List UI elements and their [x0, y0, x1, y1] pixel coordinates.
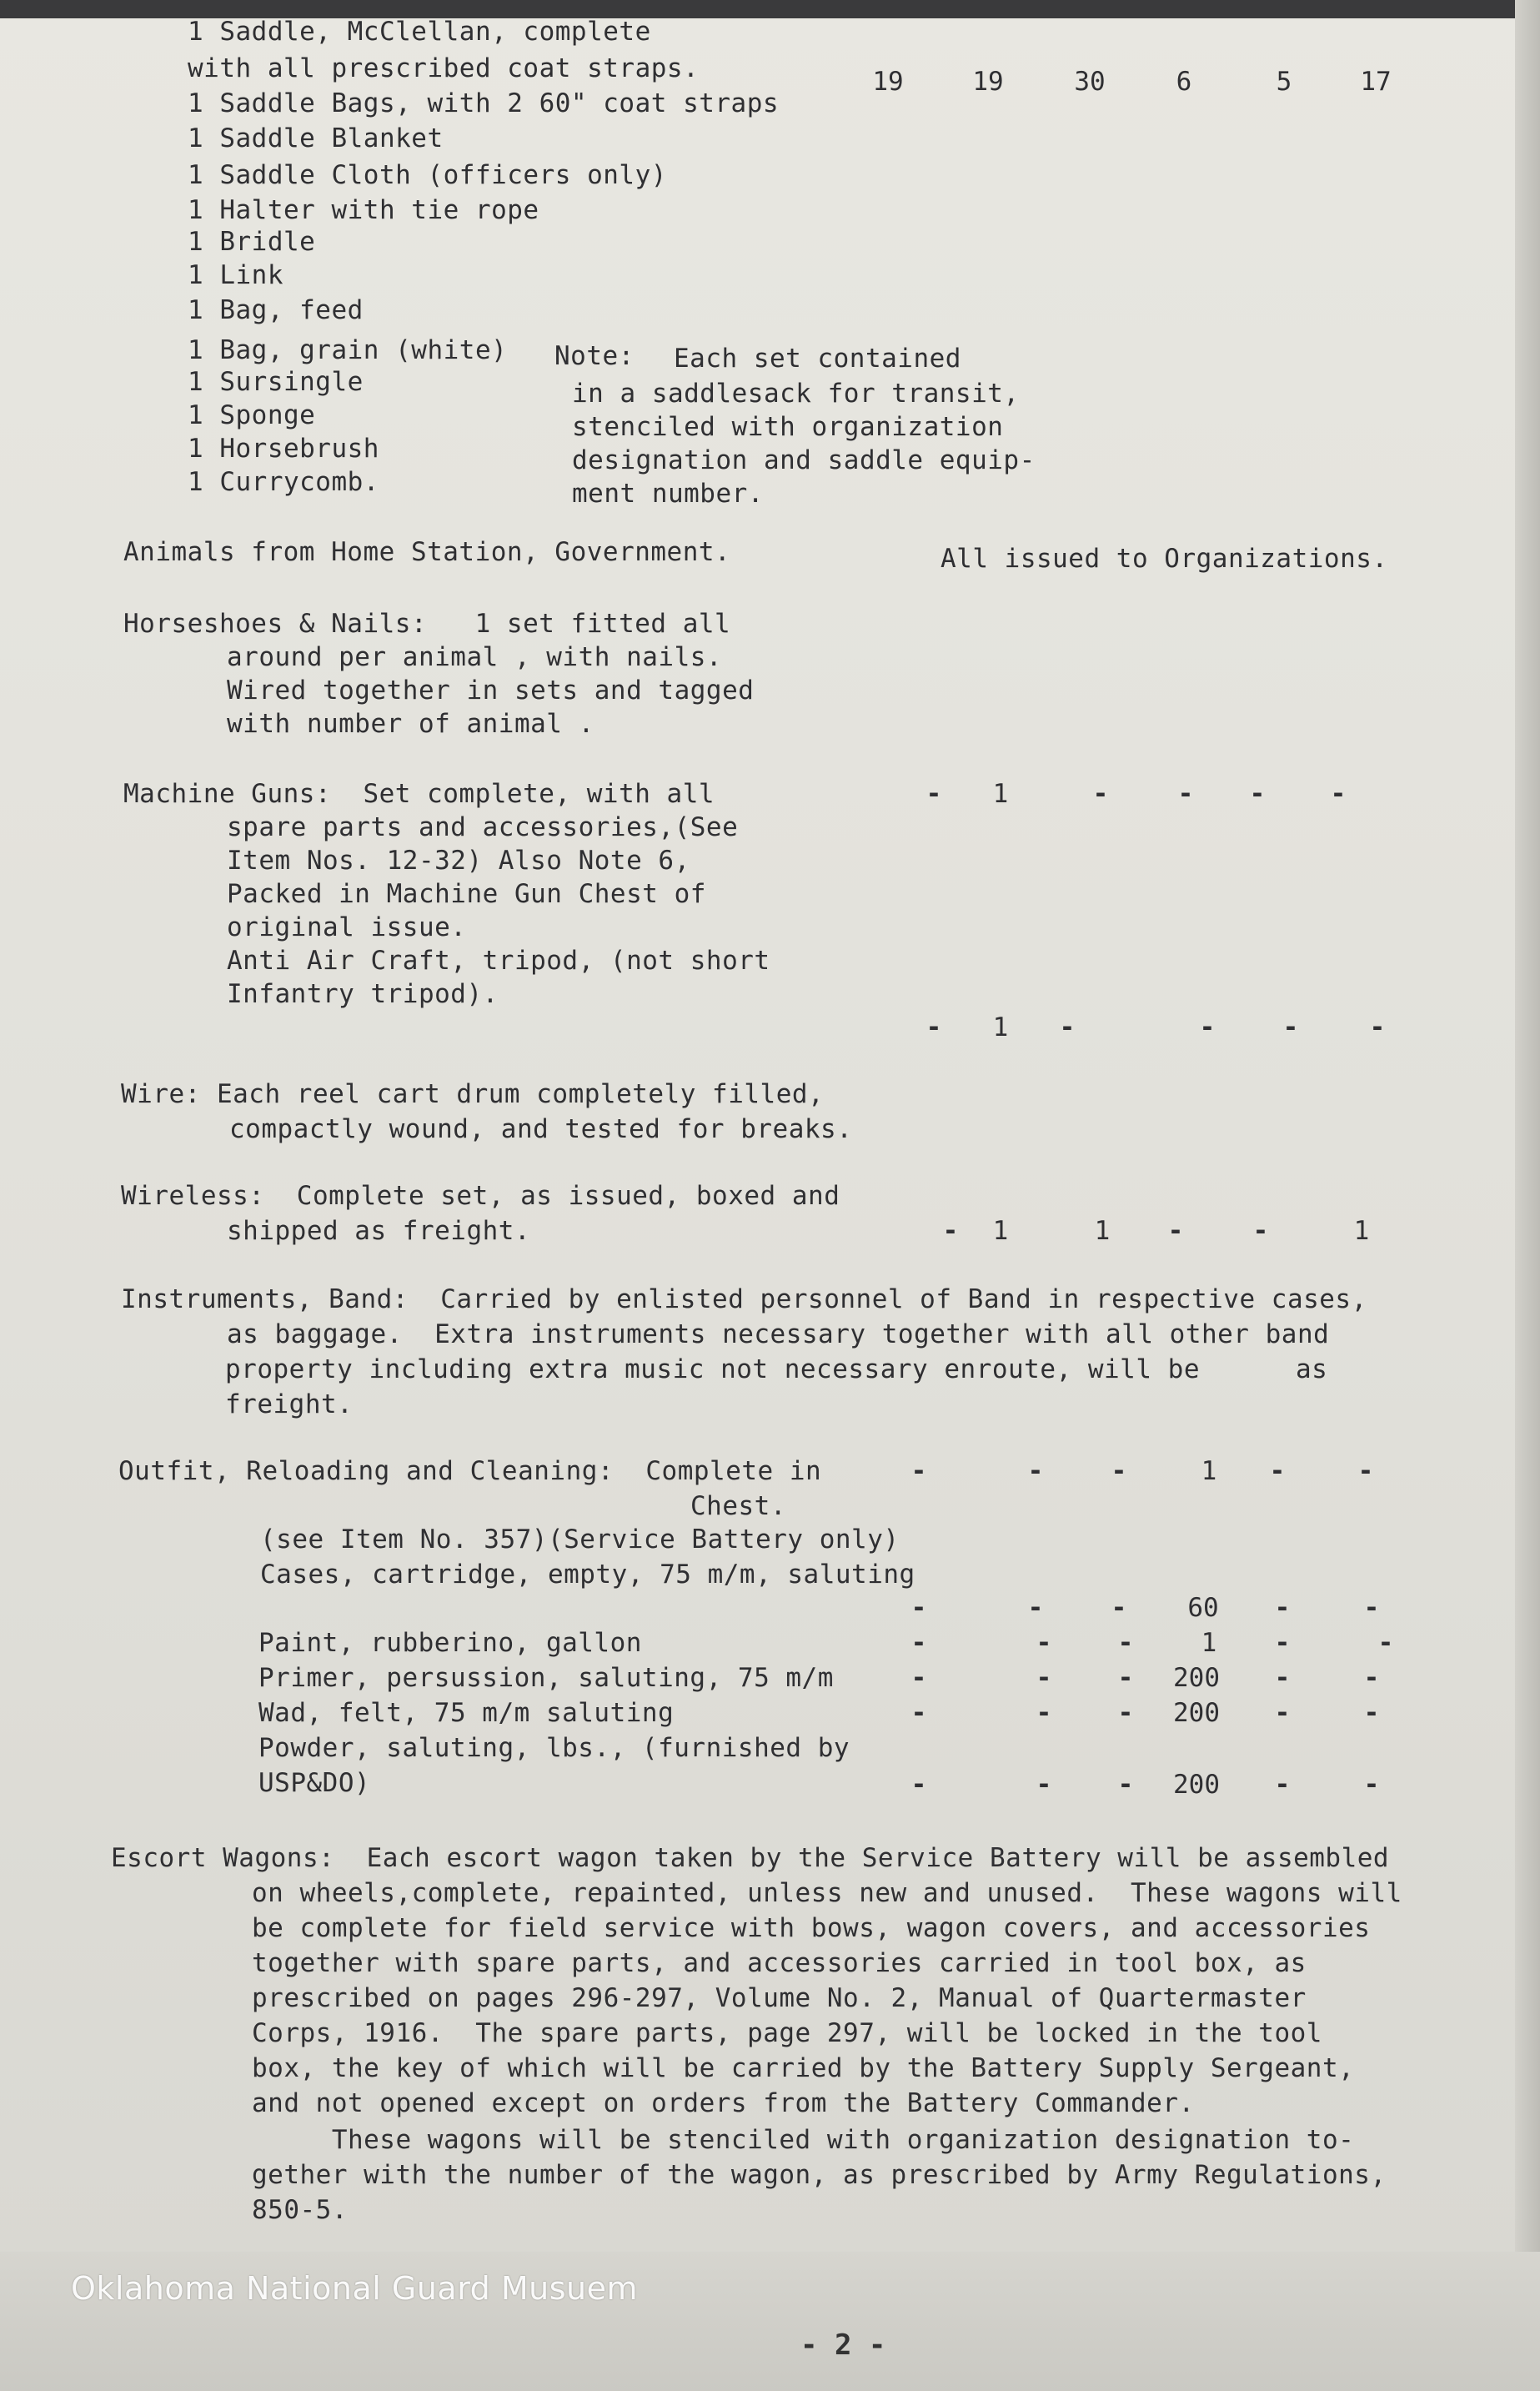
dash-cell: -	[1274, 1593, 1291, 1623]
count-cell: 17	[1360, 67, 1392, 97]
dash-cell: -	[1274, 1770, 1291, 1800]
saddle-item: 1 Sponge	[188, 400, 316, 430]
count-cell: 1	[1201, 1456, 1217, 1486]
animals-issued-note: All issued to Organizations.	[941, 544, 1388, 574]
dash-cell: -	[1036, 1770, 1052, 1800]
wire-line: compactly wound, and tested for breaks.	[229, 1114, 853, 1144]
saddle-item: 1 Horsebrush	[188, 434, 379, 464]
dash-cell: -	[1167, 1216, 1184, 1246]
machine-guns-line: spare parts and accessories,(See	[227, 812, 739, 842]
dash-cell: -	[1117, 1663, 1134, 1693]
wire-line: Wire: Each reel cart drum completely filled,	[121, 1079, 825, 1109]
scan-right-edge	[1515, 0, 1540, 2391]
note-line: ment number.	[572, 479, 764, 509]
dash-cell: -	[1027, 1593, 1044, 1623]
saddle-item: 1 Sursingle	[188, 367, 364, 397]
saddle-item: with all prescribed coat straps.	[188, 53, 700, 83]
dash-cell: -	[1117, 1698, 1134, 1728]
horseshoes-line: with number of animal .	[227, 709, 594, 739]
count-cell: 19	[872, 67, 904, 97]
escort-line: and not opened except on orders from the Battery Commander.	[252, 2088, 1195, 2118]
wireless-line: Wireless: Complete set, as issued, boxed and	[121, 1181, 840, 1211]
count-cell: 1	[1353, 1216, 1370, 1246]
dash-cell: -	[926, 779, 942, 809]
outfit-item-label: Powder, saluting, lbs., (furnished by	[258, 1733, 850, 1763]
dash-cell: -	[1036, 1663, 1052, 1693]
escort-line: on wheels,complete, repainted, unless new and unused. These wagons will	[252, 1878, 1402, 1908]
count-cell: 1	[992, 1216, 1009, 1246]
saddle-item: 1 Bag, grain (white)	[188, 335, 508, 365]
dash-cell: -	[1027, 1456, 1044, 1486]
wireless-line: shipped as freight.	[227, 1216, 531, 1246]
note-label: Note:	[554, 341, 635, 371]
saddle-item: 1 Saddle Blanket	[188, 123, 444, 153]
dash-cell: -	[910, 1770, 927, 1800]
escort-line: These wagons will be stenciled with organization designation to-	[252, 2125, 1355, 2155]
machine-guns-line: original issue.	[227, 912, 467, 942]
horseshoes-line: Horseshoes & Nails: 1 set fitted all	[123, 609, 731, 639]
machine-guns-line: Infantry tripod).	[227, 979, 499, 1009]
dash-cell: -	[1252, 1216, 1269, 1246]
instruments-line: property including extra music not necessary enroute, will be as	[225, 1354, 1328, 1384]
outfit-see-item: (see Item No. 357)(Service Battery only)	[260, 1525, 900, 1555]
dash-cell: -	[910, 1698, 927, 1728]
dash-cell: -	[1274, 1663, 1291, 1693]
dash-cell: -	[1330, 779, 1347, 809]
note-line: in a saddlesack for transit,	[572, 379, 1020, 409]
dash-cell: -	[1363, 1770, 1380, 1800]
saddle-item: 1 Saddle Bags, with 2 60" coat straps	[188, 88, 780, 118]
dash-cell: -	[910, 1663, 927, 1693]
dash-cell: -	[1111, 1456, 1127, 1486]
dash-cell: -	[1363, 1663, 1380, 1693]
dash-cell: -	[1369, 1012, 1386, 1042]
dash-cell: -	[910, 1593, 927, 1623]
dash-cell: -	[1059, 1012, 1076, 1042]
dash-cell: -	[1249, 779, 1266, 809]
escort-line: Corps, 1916. The spare parts, page 297, will be locked in the tool	[252, 2018, 1322, 2048]
dash-cell: -	[910, 1456, 927, 1486]
dash-cell: -	[926, 1012, 942, 1042]
count-cell: 1	[992, 1012, 1009, 1042]
dash-cell: -	[942, 1216, 959, 1246]
saddle-item: 1 Halter with tie rope	[188, 195, 539, 225]
dash-cell: -	[1036, 1628, 1052, 1658]
dash-cell: -	[1282, 1012, 1299, 1042]
dash-cell: -	[1274, 1628, 1291, 1658]
count-cell: 200	[1173, 1770, 1220, 1800]
saddle-item: 1 Saddle, McClellan, complete	[188, 17, 651, 47]
machine-guns-line: Anti Air Craft, tripod, (not short	[227, 946, 770, 976]
escort-line: prescribed on pages 296-297, Volume No. 2, Manual of Quartermaster	[252, 1983, 1307, 2013]
dash-cell: -	[1274, 1698, 1291, 1728]
note-line: designation and saddle equip-	[572, 445, 1036, 475]
outfit-item-label: Paint, rubberino, gallon	[258, 1628, 642, 1658]
museum-watermark: Oklahoma National Guard Musuem	[71, 2270, 639, 2307]
dash-cell: -	[1199, 1012, 1216, 1042]
page-number: - 2 -	[800, 2328, 886, 2362]
count-cell: 5	[1276, 67, 1292, 97]
outfit-chest: Chest.	[690, 1491, 786, 1521]
saddle-item: 1 Saddle Cloth (officers only)	[188, 160, 667, 190]
saddle-item: 1 Link	[188, 260, 283, 290]
instruments-line: Instruments, Band: Carried by enlisted personnel of Band in respective cases,	[121, 1284, 1367, 1314]
machine-guns-line: Machine Guns: Set complete, with all	[123, 779, 715, 809]
count-cell: 200	[1173, 1698, 1220, 1728]
outfit-item-label: Primer, persussion, saluting, 75 m/m	[258, 1663, 834, 1693]
count-cell: 1	[1094, 1216, 1111, 1246]
note-line: stenciled with organization	[572, 412, 1004, 442]
escort-line: Escort Wagons: Each escort wagon taken by the Service Battery will be assembled	[111, 1843, 1390, 1873]
dash-cell: -	[1177, 779, 1194, 809]
saddle-item: 1 Bag, feed	[188, 295, 364, 325]
escort-line: together with spare parts, and accessories carried in tool box, as	[252, 1948, 1307, 1978]
dash-cell: -	[910, 1628, 927, 1658]
dash-cell: -	[1117, 1628, 1134, 1658]
escort-line: 850-5.	[252, 2195, 348, 2225]
dash-cell: -	[1357, 1456, 1374, 1486]
dash-cell: -	[1363, 1698, 1380, 1728]
animals-line: Animals from Home Station, Government.	[123, 537, 731, 567]
dash-cell: -	[1269, 1456, 1286, 1486]
horseshoes-line: around per animal , with nails.	[227, 642, 723, 672]
machine-guns-line: Item Nos. 12-32) Also Note 6,	[227, 846, 690, 876]
dash-cell: -	[1377, 1628, 1394, 1658]
outfit-title: Outfit, Reloading and Cleaning: Complete in	[118, 1456, 822, 1486]
machine-guns-line: Packed in Machine Gun Chest of	[227, 879, 706, 909]
count-cell: 6	[1176, 67, 1192, 97]
outfit-item-label: Wad, felt, 75 m/m saluting	[258, 1698, 675, 1728]
dash-cell: -	[1036, 1698, 1052, 1728]
dash-cell: -	[1363, 1593, 1380, 1623]
instruments-line: freight.	[225, 1389, 354, 1419]
count-cell: 1	[992, 779, 1009, 809]
saddle-item: 1 Currycomb.	[188, 467, 379, 497]
escort-line: be complete for field service with bows, wagon covers, and accessories	[252, 1913, 1371, 1943]
dash-cell: -	[1092, 779, 1109, 809]
note-line: Each set contained	[674, 344, 961, 374]
horseshoes-line: Wired together in sets and tagged	[227, 676, 755, 706]
count-cell: 200	[1173, 1663, 1220, 1693]
instruments-line: as baggage. Extra instruments necessary together with all other band	[227, 1319, 1330, 1349]
saddle-item: 1 Bridle	[188, 227, 316, 257]
count-cell: 30	[1074, 67, 1106, 97]
count-cell: 19	[972, 67, 1004, 97]
outfit-item-label: USP&DO)	[258, 1768, 371, 1798]
escort-line: box, the key of which will be carried by the Battery Supply Sergeant,	[252, 2053, 1355, 2083]
count-cell: 60	[1187, 1593, 1219, 1623]
count-cell: 1	[1201, 1628, 1217, 1658]
dash-cell: -	[1111, 1593, 1127, 1623]
outfit-item-label: Cases, cartridge, empty, 75 m/m, saluting	[260, 1560, 915, 1590]
dash-cell: -	[1117, 1770, 1134, 1800]
escort-line: gether with the number of the wagon, as prescribed by Army Regulations,	[252, 2160, 1387, 2190]
